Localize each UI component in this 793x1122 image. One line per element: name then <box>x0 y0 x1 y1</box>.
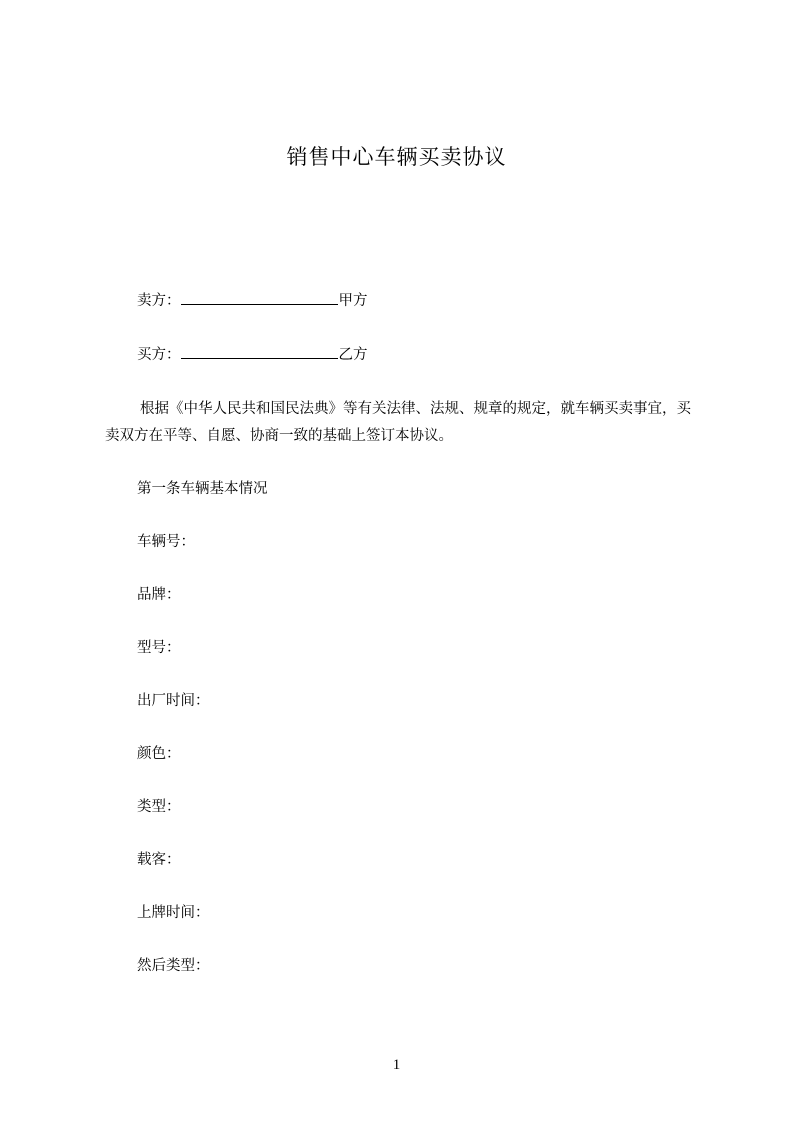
preamble-text: 根据《中华人民共和国民法典》等有关法律、法规、规章的规定，就车辆买卖事宜，买卖双方在平等、自愿、协商一致的基础上签订本协议。 <box>105 401 691 444</box>
field-model: 型号： <box>137 640 181 656</box>
page-number: 1 <box>392 1057 401 1073</box>
buyer-label: 买方： <box>137 347 181 363</box>
document-title: 销售中心车辆买卖协议 <box>286 145 507 169</box>
seller-line <box>137 289 368 312</box>
field-registration-date: 上牌时间： <box>137 905 210 921</box>
field-color: 颜色： <box>137 746 181 762</box>
field-manufacture-date: 出厂时间： <box>137 693 210 709</box>
field-passengers: 载客： <box>137 852 181 868</box>
buyer-line <box>137 343 368 366</box>
field-type: 类型： <box>137 799 181 815</box>
section-1-heading: 第一条车辆基本情况 <box>137 481 268 497</box>
seller-suffix: 甲方 <box>338 293 368 309</box>
field-vehicle-number: 车辆号： <box>137 534 195 550</box>
seller-blank <box>181 289 338 305</box>
seller-label: 卖方： <box>137 293 181 309</box>
preamble-paragraph <box>105 396 705 450</box>
field-brand: 品牌： <box>137 587 181 603</box>
buyer-blank <box>181 343 338 359</box>
field-then-type: 然后类型： <box>137 958 210 974</box>
buyer-suffix: 乙方 <box>338 347 368 363</box>
